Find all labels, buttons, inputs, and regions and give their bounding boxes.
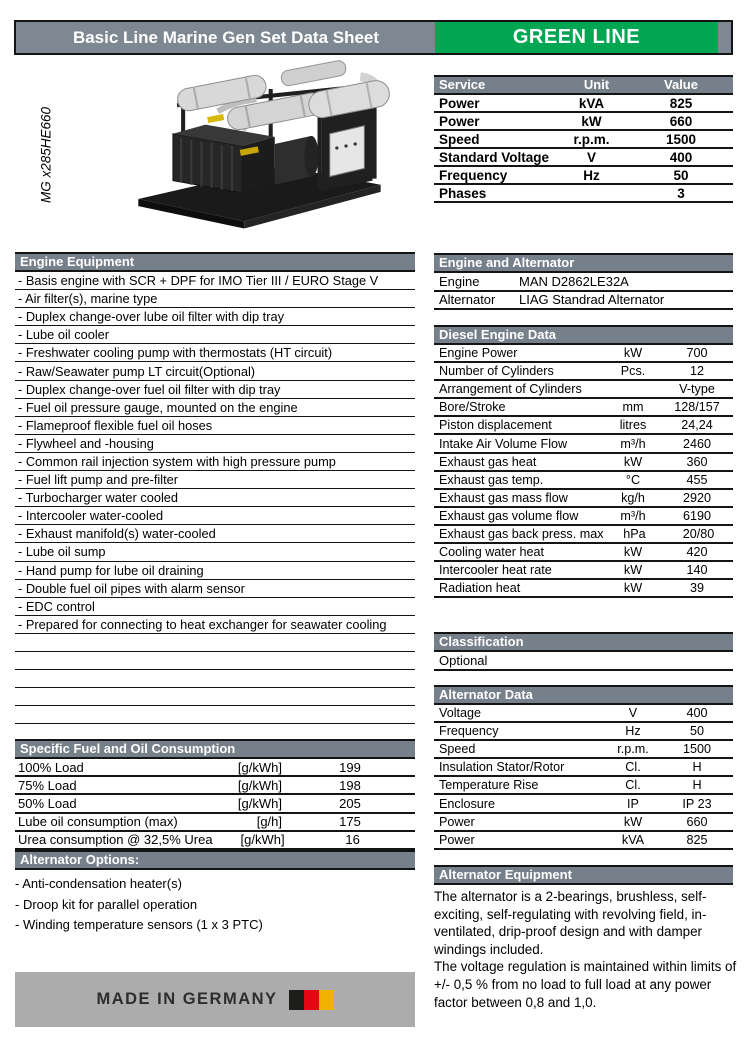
table-cell: [g/h] bbox=[256, 814, 282, 830]
table-cell: Engine Power bbox=[439, 346, 518, 361]
table-cell: - Basis engine with SCR + DPF for IMO Tier III / EURO Stage V bbox=[18, 273, 379, 289]
table-row bbox=[15, 634, 415, 652]
table-row bbox=[15, 832, 415, 850]
engine-equipment-section bbox=[15, 252, 415, 724]
table-row bbox=[434, 454, 733, 472]
table-row bbox=[434, 562, 733, 580]
table-cell: Piston displacement bbox=[439, 418, 552, 433]
table-cell: Optional bbox=[439, 652, 488, 668]
model-label: MG x285HE660 bbox=[38, 106, 54, 204]
table-cell: Exhaust gas heat bbox=[439, 454, 537, 469]
table-row bbox=[15, 435, 415, 453]
table-cell: Power bbox=[439, 113, 480, 129]
table-cell: r.p.m. bbox=[573, 131, 610, 147]
table-row bbox=[434, 167, 733, 185]
table-cell: Urea consumption @ 32,5% Urea bbox=[18, 832, 213, 848]
table-cell: Power bbox=[439, 814, 475, 829]
table-cell: kg/h bbox=[621, 490, 645, 505]
table-row bbox=[15, 706, 415, 724]
table-cell: 400 bbox=[669, 149, 693, 165]
diesel-engine-data-title: Diesel Engine Data bbox=[434, 325, 733, 345]
service-table bbox=[434, 95, 733, 203]
table-cell: Power bbox=[439, 832, 475, 847]
table-cell: m³/h bbox=[620, 508, 646, 523]
table-row bbox=[434, 417, 733, 435]
table-row bbox=[434, 705, 733, 723]
diesel-engine-data-section bbox=[434, 325, 733, 598]
table-cell: kW bbox=[623, 563, 643, 578]
table-cell: Cl. bbox=[625, 778, 641, 793]
table-cell: Speed bbox=[439, 131, 480, 147]
table-cell: Engine bbox=[439, 273, 480, 289]
alternator-data-table bbox=[434, 705, 733, 850]
classification-title: Classification bbox=[434, 632, 733, 652]
engine-equipment-title: Engine Equipment bbox=[15, 252, 415, 272]
table-row bbox=[434, 490, 733, 508]
alternator-data-title: Alternator Data bbox=[434, 685, 733, 705]
text-line: +/- 0,5 % from no load to full load at any power bbox=[434, 976, 712, 992]
table-row bbox=[434, 95, 733, 113]
table-cell: - Raw/Seawater pump LT circuit(Optional) bbox=[18, 363, 256, 379]
table-cell: [g/kWh] bbox=[237, 759, 282, 775]
text-line: exciting, self-regulating with revolving field, in- bbox=[434, 906, 707, 922]
table-cell: - Prepared for connecting to heat exchanger for seawater cooling bbox=[18, 616, 387, 632]
germany-flag-icon bbox=[289, 990, 334, 1010]
table-row bbox=[434, 723, 733, 741]
text-line: factor between 0,8 and 1,0. bbox=[434, 994, 597, 1010]
table-cell: - Flywheel and -housing bbox=[18, 435, 154, 451]
table-cell: Alternator bbox=[439, 292, 496, 308]
flag-stripe-black bbox=[289, 990, 304, 1010]
engine-equipment-list bbox=[15, 272, 415, 724]
table-cell: Lube oil consumption (max) bbox=[18, 814, 178, 830]
text-line: ventilated, drip-proof design and with damper bbox=[434, 924, 702, 940]
alternator-data-section bbox=[434, 685, 733, 850]
table-cell: Temperature Rise bbox=[439, 778, 539, 793]
table-cell: 175 bbox=[339, 814, 361, 830]
table-row bbox=[15, 543, 415, 561]
table-cell: 50 bbox=[689, 724, 704, 739]
table-cell: Cl. bbox=[625, 760, 641, 775]
table-cell: - Lube oil sump bbox=[18, 544, 106, 560]
table-cell: - Intercooler water-cooled bbox=[18, 508, 164, 524]
table-cell: 400 bbox=[686, 706, 708, 721]
header-bar bbox=[14, 20, 733, 55]
table-cell: 1500 bbox=[682, 742, 712, 757]
table-cell: kW bbox=[581, 113, 602, 129]
table-cell: Enclosure bbox=[439, 796, 496, 811]
table-cell: 140 bbox=[686, 563, 708, 578]
fuel-consumption-section bbox=[15, 739, 415, 850]
table-cell: - Double fuel oil pipes with alarm sensor bbox=[18, 580, 245, 596]
table-row bbox=[434, 777, 733, 795]
table-row bbox=[15, 759, 415, 777]
table-cell: mm bbox=[622, 400, 644, 415]
alternator-equipment-section bbox=[434, 865, 737, 1011]
table-cell: °C bbox=[625, 472, 641, 487]
table-cell: Standard Voltage bbox=[439, 149, 550, 165]
table-row bbox=[434, 741, 733, 759]
text-line: - Winding temperature sensors (1 x 3 PTC) bbox=[15, 917, 263, 932]
table-row bbox=[15, 688, 415, 706]
col-header-unit: Unit bbox=[583, 77, 610, 92]
diesel-engine-data-table bbox=[434, 345, 733, 598]
table-row bbox=[15, 290, 415, 308]
table-row bbox=[434, 832, 733, 850]
engine-and-alternator-section bbox=[434, 253, 733, 310]
fuel-consumption-title: Specific Fuel and Oil Consumption bbox=[15, 739, 415, 759]
text-line: The alternator is a 2-bearings, brushless, self- bbox=[434, 889, 707, 904]
table-row bbox=[15, 272, 415, 290]
table-cell: - Hand pump for lube oil draining bbox=[18, 562, 204, 578]
table-cell: IP bbox=[627, 796, 639, 811]
table-row bbox=[15, 652, 415, 670]
table-row bbox=[15, 344, 415, 362]
table-row bbox=[434, 526, 733, 544]
table-cell: hPa bbox=[623, 526, 646, 541]
table-row bbox=[15, 562, 415, 580]
table-cell: IP 23 bbox=[682, 796, 712, 811]
service-table-section bbox=[434, 75, 733, 203]
table-cell: r.p.m. bbox=[617, 742, 649, 757]
table-row bbox=[434, 795, 733, 813]
table-row bbox=[15, 670, 415, 688]
table-cell: Frequency bbox=[439, 724, 499, 739]
table-cell: - Flameproof flexible fuel oil hoses bbox=[18, 417, 213, 433]
table-row bbox=[15, 616, 415, 634]
table-cell: H bbox=[692, 760, 702, 775]
engine-and-alternator-table bbox=[434, 273, 733, 310]
table-cell: 1500 bbox=[665, 131, 697, 147]
table-cell: 20/80 bbox=[682, 526, 715, 541]
table-cell: V-type bbox=[679, 382, 715, 397]
table-cell: 825 bbox=[686, 832, 708, 847]
table-cell: Phases bbox=[439, 185, 487, 201]
table-row bbox=[434, 544, 733, 562]
table-cell: 24,24 bbox=[681, 418, 713, 433]
table-cell: 3 bbox=[677, 185, 685, 201]
table-row bbox=[15, 471, 415, 489]
table-row bbox=[15, 362, 415, 380]
table-cell: Intercooler heat rate bbox=[439, 563, 552, 578]
table-cell: - Exhaust manifold(s) water-cooled bbox=[18, 526, 216, 542]
table-row bbox=[15, 381, 415, 399]
service-table-header bbox=[434, 75, 733, 95]
table-row bbox=[434, 472, 733, 490]
table-row bbox=[15, 308, 415, 326]
table-cell: - Fuel oil pressure gauge, mounted on the engine bbox=[18, 399, 298, 415]
classification-table bbox=[434, 652, 733, 671]
table-cell: LIAG Standrad Alternator bbox=[519, 292, 665, 308]
text-line: - Droop kit for parallel operation bbox=[15, 896, 198, 912]
table-cell: Number of Cylinders bbox=[439, 364, 554, 379]
table-row bbox=[15, 525, 415, 543]
table-cell: Exhaust gas back press. max bbox=[439, 526, 604, 541]
cabinet-panel bbox=[330, 126, 365, 177]
table-row bbox=[434, 435, 733, 453]
table-cell: kW bbox=[623, 545, 643, 560]
table-cell: kW bbox=[623, 346, 643, 361]
table-cell: Arrangement of Cylinders bbox=[439, 382, 582, 397]
table-cell: - Turbocharger water cooled bbox=[18, 490, 179, 506]
table-cell: - EDC control bbox=[18, 598, 95, 614]
table-cell: m³/h bbox=[620, 436, 646, 451]
table-cell: 39 bbox=[689, 581, 704, 596]
page-title: Basic Line Marine Gen Set Data Sheet bbox=[72, 27, 380, 47]
alternator-options-title: Alternator Options: bbox=[15, 850, 415, 870]
table-cell: 825 bbox=[669, 95, 693, 111]
table-row bbox=[434, 508, 733, 526]
table-row bbox=[15, 417, 415, 435]
table-row bbox=[434, 273, 733, 292]
table-cell: H bbox=[692, 778, 702, 793]
table-cell: Power bbox=[439, 95, 480, 111]
table-cell: V bbox=[586, 149, 596, 165]
table-row bbox=[15, 326, 415, 344]
table-cell: - Duplex change-over fuel oil filter with dip tray bbox=[18, 381, 281, 397]
table-cell: 420 bbox=[686, 545, 708, 560]
alternator-options-section bbox=[15, 850, 415, 936]
table-cell: litres bbox=[619, 418, 647, 433]
text-line: windings included. bbox=[434, 941, 544, 957]
table-cell: 100% Load bbox=[18, 759, 84, 775]
table-cell: 16 bbox=[345, 832, 360, 848]
table-cell: MAN D2862LE32A bbox=[519, 273, 629, 289]
table-row bbox=[15, 507, 415, 525]
table-cell: - Air filter(s), marine type bbox=[18, 291, 158, 307]
classification-section bbox=[434, 632, 733, 671]
table-row bbox=[434, 131, 733, 149]
table-cell: Voltage bbox=[439, 706, 482, 721]
table-row bbox=[434, 759, 733, 777]
table-cell: Hz bbox=[625, 724, 641, 739]
table-row bbox=[434, 580, 733, 598]
table-row bbox=[15, 777, 415, 795]
table-cell: 50% Load bbox=[18, 795, 77, 811]
table-cell: - Freshwater cooling pump with thermostats (HT circuit) bbox=[18, 345, 333, 361]
accent bbox=[207, 114, 224, 123]
table-cell: Insulation Stator/Rotor bbox=[439, 760, 565, 775]
table-cell: 199 bbox=[339, 759, 361, 775]
table-cell: kVA bbox=[621, 832, 645, 847]
table-row bbox=[434, 399, 733, 417]
table-row bbox=[15, 795, 415, 813]
table-cell: kW bbox=[623, 581, 643, 596]
table-cell: V bbox=[628, 706, 638, 721]
table-cell: - Duplex change-over lube oil filter with dip tray bbox=[18, 309, 285, 325]
table-cell: 2460 bbox=[682, 436, 712, 451]
col-header-service: Service bbox=[439, 77, 486, 92]
made-in-germany-label: MADE IN GERMANY bbox=[96, 990, 278, 1008]
table-cell: Speed bbox=[439, 742, 476, 757]
table-cell: 700 bbox=[686, 346, 708, 361]
table-cell: kW bbox=[623, 454, 643, 469]
table-row bbox=[434, 652, 733, 671]
table-cell: Bore/Stroke bbox=[439, 400, 506, 415]
table-cell: Cooling water heat bbox=[439, 545, 545, 560]
table-cell: Frequency bbox=[439, 167, 508, 183]
table-row bbox=[15, 399, 415, 417]
table-row bbox=[434, 814, 733, 832]
alternator-equipment-title: Alternator Equipment bbox=[434, 865, 733, 885]
table-cell: 6190 bbox=[682, 508, 712, 523]
table-cell: 12 bbox=[689, 364, 704, 379]
table-row bbox=[15, 814, 415, 832]
table-cell: kW bbox=[623, 814, 643, 829]
text-line: - Anti-condensation heater(s) bbox=[15, 876, 182, 891]
table-row bbox=[15, 453, 415, 471]
table-cell: - Common rail injection system with high pressure pump bbox=[18, 453, 336, 469]
table-cell: - Lube oil cooler bbox=[18, 327, 110, 343]
table-cell: 50 bbox=[673, 167, 689, 183]
alternator-equipment-text bbox=[434, 885, 737, 1011]
table-row bbox=[15, 489, 415, 507]
table-row bbox=[434, 345, 733, 363]
genset-product-image bbox=[120, 58, 400, 234]
table-cell: 455 bbox=[686, 472, 708, 487]
green-line-badge: GREEN LINE bbox=[435, 22, 718, 53]
table-cell: [g/kWh] bbox=[237, 795, 282, 811]
table-row bbox=[434, 113, 733, 131]
table-cell: 360 bbox=[686, 454, 708, 469]
table-cell: 660 bbox=[669, 113, 693, 129]
table-cell: 2920 bbox=[682, 490, 712, 505]
text-line: The voltage regulation is maintained within limits of bbox=[434, 959, 737, 975]
table-cell: Pcs. bbox=[620, 364, 646, 379]
table-cell: Exhaust gas mass flow bbox=[439, 490, 568, 505]
table-cell: 660 bbox=[686, 814, 708, 829]
table-row bbox=[434, 381, 733, 399]
table-cell: Exhaust gas temp. bbox=[439, 472, 544, 487]
table-row bbox=[434, 292, 733, 311]
table-cell: 198 bbox=[339, 777, 361, 793]
table-cell: Exhaust gas volume flow bbox=[439, 508, 579, 523]
flag-stripe-gold bbox=[319, 990, 334, 1010]
col-header-value: Value bbox=[664, 77, 698, 92]
table-cell: kVA bbox=[578, 95, 605, 111]
table-cell: 128/157 bbox=[674, 400, 720, 415]
table-cell: 205 bbox=[339, 795, 361, 811]
table-cell: 75% Load bbox=[18, 777, 77, 793]
table-row bbox=[434, 363, 733, 381]
flag-stripe-red bbox=[304, 990, 319, 1010]
table-row bbox=[15, 598, 415, 616]
table-row bbox=[434, 185, 733, 203]
table-cell: Intake Air Volume Flow bbox=[439, 436, 568, 451]
table-cell: [g/kWh] bbox=[240, 832, 285, 848]
table-cell: [g/kWh] bbox=[237, 777, 282, 793]
fuel-consumption-table bbox=[15, 759, 415, 850]
made-in-germany-banner bbox=[15, 972, 415, 1027]
table-row bbox=[434, 149, 733, 167]
table-cell: - Fuel lift pump and pre-filter bbox=[18, 472, 179, 488]
table-cell: Radiation heat bbox=[439, 581, 521, 596]
table-row bbox=[15, 580, 415, 598]
table-cell: Hz bbox=[583, 167, 600, 183]
alternator-options-list bbox=[15, 870, 415, 936]
engine-and-alternator-title: Engine and Alternator bbox=[434, 253, 733, 273]
